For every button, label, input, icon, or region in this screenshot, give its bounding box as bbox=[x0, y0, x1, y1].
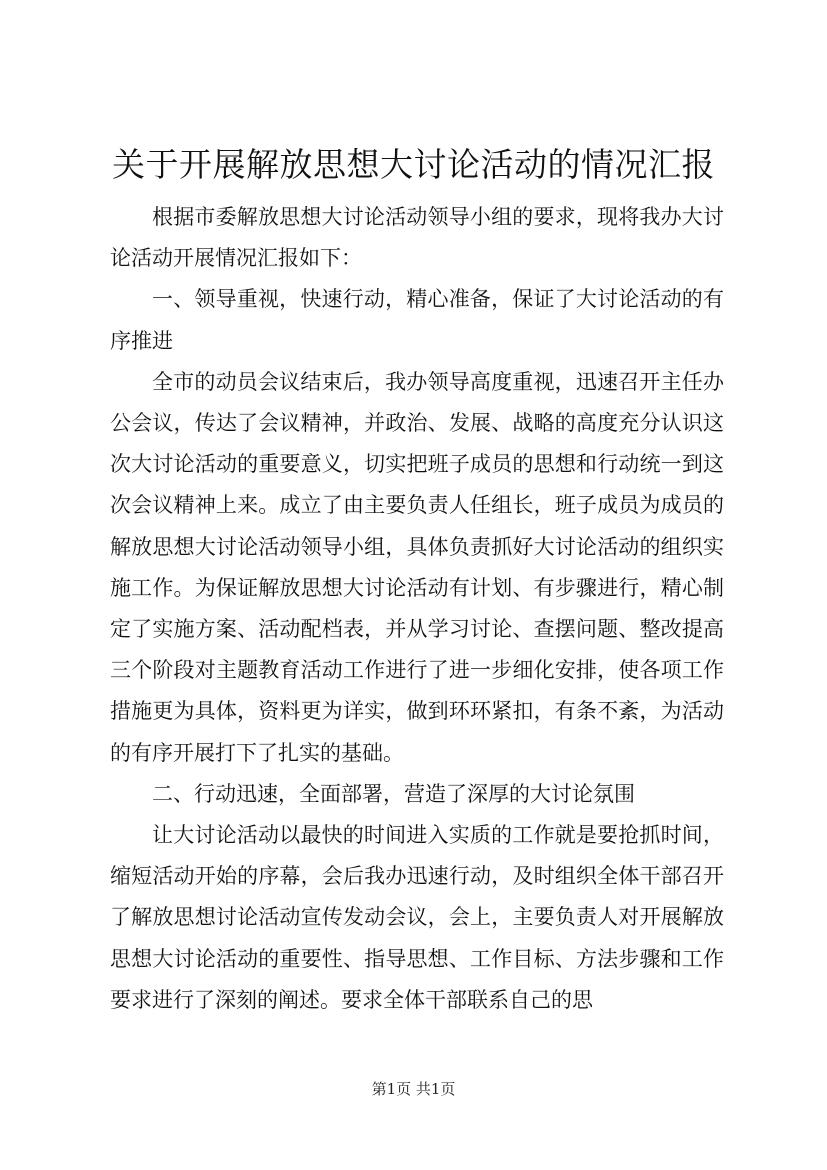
section-heading-1: 一、领导重视，快速行动，精心准备，保证了大讨论活动的有序推进 bbox=[110, 287, 724, 353]
paragraph-intro: 根据市委解放思想大讨论活动领导小组的要求，现将我办大讨论活动开展情况汇报如下： bbox=[110, 205, 724, 271]
section-heading-2: 二、行动迅速，全面部署，营造了深厚的大讨论氛围 bbox=[152, 781, 635, 806]
document-title: 关于开展解放思想大讨论活动的情况汇报 bbox=[112, 145, 715, 184]
paragraph-section-1: 全市的动员会议结束后，我办领导高度重视，迅速召开主任办公会议，传达了会议精神，并政治、发展、战略的高度充分认识这次大讨论活动的重要意义，切实把班子成员的思想和行动统一到这次会议精神上来。成立了由主要负责人任组长，班子成员为成员的解放思想大讨论活动领导小组，具体负责抓好大讨论活动的组织实施工作。为保证解放思想大讨论活动有计划、有步骤进行，精心制定了实施方案、活动配档表，并从学习讨论、查摆问题、整改提高三个阶段对主题教育活动工作进行了进一步细化安排，使各项工作措施更为具体，资料更为详实，做到环环紧扣，有条不紊，为活动的有序开展打下了扎实的基础。 bbox=[110, 369, 724, 765]
document-body bbox=[110, 197, 724, 1021]
page-footer: 第1页 共1页 bbox=[371, 1080, 456, 1098]
paragraph-section-2: 让大讨论活动以最快的时间进入实质的工作就是要抢抓时间，缩短活动开始的序幕，会后我办迅速行动，及时组织全体干部召开了解放思想讨论活动宣传发动会议，会上，主要负责人对开展解放思想大讨论活动的重要性、指导思想、工作目标、方法步骤和工作要求进行了深刻的阐述。要求全体干部联系自己的思 bbox=[110, 823, 724, 1012]
